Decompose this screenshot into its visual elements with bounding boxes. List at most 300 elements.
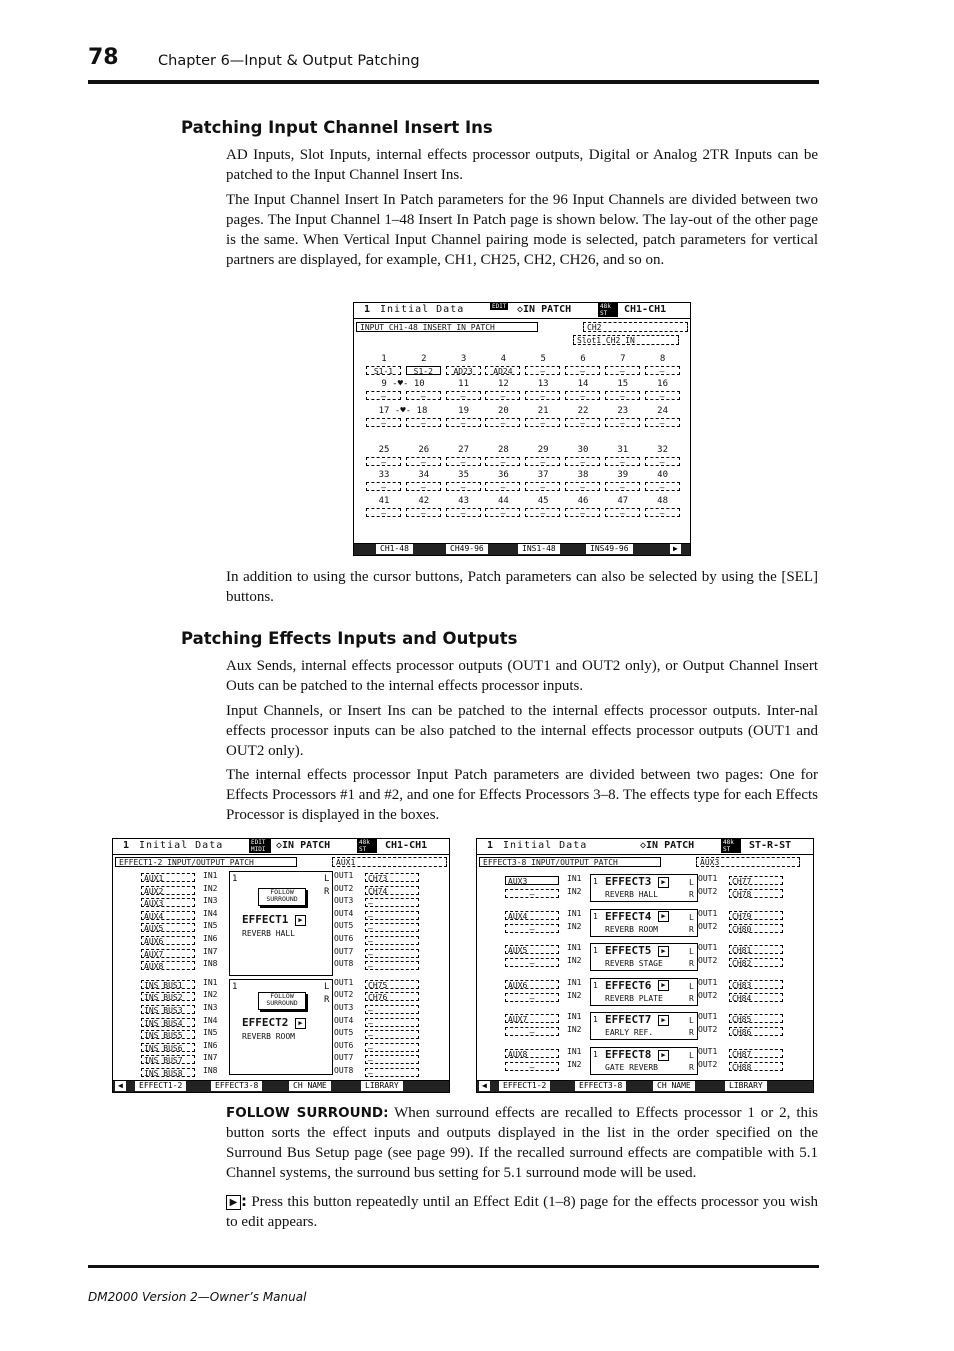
input-label: IN6 <box>203 1040 218 1050</box>
effect-type: REVERB HALL <box>242 929 295 938</box>
channel-number: 30 <box>577 445 589 455</box>
channel-number: 40 <box>657 470 669 480</box>
effect-input-source[interactable]: AUX6 <box>141 936 195 945</box>
channel-number: 16 <box>657 379 669 389</box>
patch-source-box[interactable]: – <box>565 457 600 466</box>
patch-source-box[interactable]: – <box>485 457 520 466</box>
scene-name: Initial Data <box>503 840 588 851</box>
patch-source-box[interactable]: – <box>645 366 680 375</box>
patch-source-box[interactable]: – <box>525 482 560 491</box>
input-label: IN2 <box>203 883 218 893</box>
effect-number: 1 <box>232 874 238 884</box>
follow-surround-button[interactable]: FOLLOW SURROUND <box>258 992 306 1010</box>
left-label: L <box>324 874 330 884</box>
output-label: OUT1 <box>698 977 718 987</box>
channel-number: 25 <box>378 445 390 455</box>
patch-source-box[interactable]: – <box>446 391 481 400</box>
output-label: OUT2 <box>698 921 718 931</box>
lcd-insert-in-patch <box>353 302 691 556</box>
patch-source-box[interactable]: S1-1 <box>366 366 401 375</box>
page-title-box: EFFECT1-2 INPUT/OUTPUT PATCH <box>115 857 297 867</box>
effect-input-1[interactable]: AUX8 <box>505 1049 559 1058</box>
effect-edit-icon[interactable]: ▶ <box>658 1015 669 1026</box>
effect-name <box>242 914 306 926</box>
patch-source-box[interactable]: AD23 <box>446 366 481 375</box>
scene-name: Initial Data <box>139 840 224 851</box>
effect-output-2[interactable]: CH86 <box>729 1027 783 1036</box>
patch-source-box[interactable]: S1-2 <box>406 366 441 375</box>
patch-source-box[interactable]: – <box>485 418 520 427</box>
effect-number: 1 <box>593 911 598 921</box>
effect-input-source[interactable]: AUX7 <box>141 949 195 958</box>
scene-name: Initial Data <box>380 304 465 315</box>
patch-source-box[interactable]: – <box>565 418 600 427</box>
channel-indicator: CH1-CH1 <box>385 840 428 851</box>
channel-number: 23 <box>617 406 629 416</box>
effect-box[interactable] <box>590 943 698 971</box>
tab-library[interactable]: LIBRARY <box>725 1081 767 1091</box>
effect-output-destination[interactable]: – <box>365 1055 419 1064</box>
channel-number: 45 <box>537 496 549 506</box>
input-label: IN8 <box>203 959 218 969</box>
effect-output-2[interactable]: CH78 <box>729 889 783 898</box>
effect-input-source[interactable]: AUX2 <box>141 886 195 895</box>
rate-indicator: 48k ST <box>721 839 741 853</box>
effect-output-1[interactable]: CH87 <box>729 1049 783 1058</box>
channel-number: 36 <box>497 470 509 480</box>
selected-source[interactable]: Slot1 CH2 IN <box>573 335 679 345</box>
paragraph: AD Inputs, Slot Inputs, internal effects processor outputs, Digital or Analog 2TR Inputs can be patched to the Input Channel Insert Ins. <box>226 147 818 183</box>
effect-name-text: EFFECT1 <box>242 913 289 926</box>
effect-name <box>605 911 669 923</box>
tab-ch49-96[interactable]: CH49-96 <box>446 544 488 554</box>
effect-name <box>605 945 669 957</box>
output-label: OUT4 <box>334 908 354 918</box>
channel-indicator: CH1-CH1 <box>624 304 667 315</box>
output-label: OUT1 <box>698 1047 718 1056</box>
output-label: OUT2 <box>698 887 718 896</box>
output-label: OUT8 <box>334 959 354 969</box>
effect-input-2[interactable]: – <box>505 1062 559 1071</box>
effect-input-source[interactable]: INS BUS8 <box>141 1068 195 1077</box>
patch-source-box[interactable]: AD24 <box>485 366 520 375</box>
tab-prev-icon[interactable]: ◀ <box>115 1081 126 1091</box>
effect-name <box>242 1017 306 1029</box>
patch-source-box[interactable]: – <box>565 366 600 375</box>
rate-indicator: 48k ST <box>357 839 377 853</box>
effect-number: 1 <box>593 980 598 990</box>
effect-number: 1 <box>232 982 238 992</box>
input-label: IN4 <box>203 1015 218 1025</box>
channel-number: 20 <box>497 406 509 416</box>
patch-source-box[interactable]: – <box>645 508 680 517</box>
effect-box[interactable] <box>590 1012 698 1040</box>
effect-edit-icon[interactable]: ▶ <box>295 1018 306 1029</box>
effect-number: 1 <box>593 946 598 956</box>
patch-source-box[interactable]: – <box>605 457 640 466</box>
channel-number: 41 <box>378 496 390 506</box>
effect-output-destination[interactable]: CH75 <box>365 980 419 989</box>
channel-number: 47 <box>617 496 629 506</box>
tab-ch-name[interactable]: CH NAME <box>289 1081 331 1091</box>
channel-number: 4 <box>500 354 507 364</box>
channel-number: 9 -♥- 10 <box>381 379 425 389</box>
input-label: IN2 <box>567 1025 582 1035</box>
output-label: OUT1 <box>698 908 718 918</box>
patch-source-box[interactable]: – <box>605 508 640 517</box>
effect-name <box>605 1049 669 1061</box>
lcd-tab-bar <box>354 543 690 555</box>
right-label: R <box>689 1063 694 1072</box>
channel-number: 17 -♥- 18 <box>378 406 428 416</box>
channel-number: 44 <box>497 496 509 506</box>
channel-number: 22 <box>577 406 589 416</box>
channel-number: 42 <box>418 496 430 506</box>
output-label: OUT1 <box>698 943 718 953</box>
left-label: L <box>689 912 694 922</box>
patch-source-box[interactable]: – <box>645 482 680 491</box>
channel-number: 3 <box>460 354 467 364</box>
patch-source-box[interactable]: – <box>406 508 441 517</box>
tab-ch-name[interactable]: CH NAME <box>653 1081 695 1091</box>
channel-number: 38 <box>577 470 589 480</box>
input-label: IN1 <box>203 871 218 880</box>
patch-source-box[interactable]: – <box>406 391 441 400</box>
effect-output-destination[interactable]: – <box>365 936 419 945</box>
input-label: IN1 <box>567 874 582 883</box>
channel-number: 34 <box>418 470 430 480</box>
right-label: R <box>324 995 330 1005</box>
output-label: OUT2 <box>698 1025 718 1035</box>
effect-edit-icon: ▶ <box>226 1195 241 1210</box>
effect-input-2[interactable]: – <box>505 993 559 1002</box>
channel-number: 19 <box>458 406 470 416</box>
paragraph: The internal effects processor Input Patch parameters are divided between two pages: One for Effects Processors #1 and #2, and one for Effects Processors 3–8. The effects type for each Effects Processor is displayed in the boxes. <box>226 767 818 823</box>
paragraph: Aux Sends, internal effects processor outputs (OUT1 and OUT2 only), or Output Channel Insert Outs can be patched to the internal effects processor inputs. <box>226 658 818 694</box>
effect-output-destination[interactable]: – <box>365 923 419 932</box>
patch-source-box[interactable]: – <box>645 457 680 466</box>
channel-number: 28 <box>497 445 509 455</box>
right-label: R <box>689 890 694 899</box>
page-title-box: INPUT CH1-48 INSERT IN PATCH <box>356 322 538 332</box>
effect-input-source[interactable]: AUX1 <box>141 873 195 882</box>
channel-number: 15 <box>617 379 629 389</box>
effect-output-destination[interactable]: CH73 <box>365 873 419 882</box>
footer-rule <box>88 1265 819 1268</box>
effect-name-text: EFFECT3 <box>605 875 652 888</box>
edit-indicator: EDIT MIDI <box>249 839 271 853</box>
patch-source-box[interactable]: – <box>446 418 481 427</box>
effect-output-1[interactable]: CH81 <box>729 945 783 954</box>
effect-input-source[interactable]: INS BUS6 <box>141 1043 195 1052</box>
output-label: OUT8 <box>334 1066 354 1075</box>
effect-input-source[interactable]: AUX3 <box>141 898 195 907</box>
lcd-title-bar <box>477 839 813 855</box>
effect1-box[interactable] <box>229 871 333 976</box>
effect-output-2[interactable]: CH84 <box>729 993 783 1002</box>
patch-source-box[interactable]: – <box>446 508 481 517</box>
paragraph: The Input Channel Insert In Patch parameters for the 96 Input Channels are divided between two pages. The Input Channel 1–48 Insert In Patch page is shown below. The lay-out of the other page is the same. When Vertical Input Channel pairing mode is selected, patch parameters for vertical partners are displayed, for example, CH1, CH25, CH2, CH26, and so on. <box>226 192 818 268</box>
channel-number: 37 <box>537 470 549 480</box>
output-label: OUT1 <box>698 874 718 883</box>
effect-input-2[interactable]: – <box>505 1027 559 1036</box>
output-label: OUT2 <box>334 883 354 893</box>
effect-box[interactable] <box>590 1047 698 1075</box>
effect-edit-icon[interactable]: ▶ <box>658 877 669 888</box>
patch-source-box[interactable]: – <box>485 508 520 517</box>
effect-type: REVERB ROOM <box>605 924 658 934</box>
patch-source-box[interactable]: – <box>446 457 481 466</box>
effect-input-1[interactable]: AUX5 <box>505 945 559 954</box>
paragraph: Input Channels, or Insert Ins can be patched to the internal effects processor outputs. Inter-nal effects processor inputs can be also patched to the internal effects processor outputs (OUT1 and OUT2 only). <box>226 703 818 759</box>
right-label: R <box>689 1028 694 1038</box>
output-label: OUT1 <box>698 1012 718 1022</box>
left-label: L <box>689 878 694 887</box>
effect-type: REVERB STAGE <box>605 959 663 969</box>
left-label: L <box>324 982 330 992</box>
output-label: OUT1 <box>334 977 354 987</box>
effect-input-source[interactable]: INS BUS1 <box>141 980 195 989</box>
patch-source-box[interactable]: – <box>366 391 401 400</box>
patch-source-box[interactable]: – <box>605 418 640 427</box>
selected-source: AUX3 <box>696 857 800 867</box>
input-label: IN8 <box>203 1066 218 1075</box>
effect-edit-icon[interactable]: ▶ <box>295 915 306 926</box>
effect-output-1[interactable]: CH79 <box>729 911 783 920</box>
tab-ins49-96[interactable]: INS49-96 <box>586 544 633 554</box>
input-label: IN3 <box>203 896 218 906</box>
channel-number: 39 <box>617 470 629 480</box>
tab-effect3-8[interactable]: EFFECT3-8 <box>575 1081 626 1091</box>
patch-source-box[interactable]: – <box>565 482 600 491</box>
effect-number: 1 <box>593 1015 598 1025</box>
term: FOLLOW SURROUND: <box>226 1105 389 1121</box>
tab-prev-icon[interactable]: ◀ <box>479 1081 490 1091</box>
channel-indicator: ST-R-ST <box>749 840 792 851</box>
lcd-tab-bar <box>477 1080 813 1092</box>
effect-input-1[interactable]: AUX4 <box>505 911 559 920</box>
patch-source-box[interactable]: – <box>366 418 401 427</box>
channel-number: 6 <box>580 354 586 364</box>
channel-number: 11 <box>458 379 470 389</box>
effect-output-destination[interactable]: – <box>365 1018 419 1027</box>
patch-source-box[interactable]: – <box>525 508 560 517</box>
channel-number: 24 <box>657 406 669 416</box>
input-label: IN5 <box>203 1028 218 1038</box>
input-label: IN4 <box>203 908 218 918</box>
patch-source-box[interactable]: – <box>605 391 640 400</box>
effect-output-destination[interactable]: – <box>365 961 419 970</box>
effect-input-source[interactable]: AUX4 <box>141 911 195 920</box>
effect-output-destination[interactable]: CH74 <box>365 886 419 895</box>
paragraph: In addition to using the cursor buttons, Patch parameters can also be selected by using the [SEL] buttons. <box>226 569 818 605</box>
output-label: OUT5 <box>334 1028 354 1038</box>
tab-effect1-2[interactable]: EFFECT1-2 <box>499 1081 550 1091</box>
channel-number: 21 <box>537 406 549 416</box>
channel-number: 35 <box>458 470 470 480</box>
follow-surround-button[interactable]: FOLLOW SURROUND <box>258 888 306 906</box>
input-label: IN2 <box>203 990 218 1000</box>
term: : <box>241 1192 247 1210</box>
effect-output-destination[interactable]: – <box>365 1030 419 1039</box>
effect-input-2[interactable]: – <box>505 924 559 933</box>
patch-source-box[interactable]: – <box>406 457 441 466</box>
effect-input-source[interactable]: AUX5 <box>141 923 195 932</box>
footer-text: DM2000 Version 2—Owner’s Manual <box>88 1290 307 1304</box>
effect-output-2[interactable]: CH80 <box>729 924 783 933</box>
patch-source-box[interactable]: – <box>366 457 401 466</box>
effect-name <box>605 1014 669 1026</box>
effect-name-text: EFFECT2 <box>242 1016 289 1029</box>
page-name: ◇IN PATCH <box>276 840 331 851</box>
effect-name <box>605 876 669 888</box>
tab-effect3-8[interactable]: EFFECT3-8 <box>211 1081 262 1091</box>
effect-name <box>605 980 669 992</box>
output-label: OUT6 <box>334 934 354 943</box>
lcd-tab-bar <box>113 1080 449 1092</box>
output-label: OUT5 <box>334 921 354 931</box>
patch-source-box[interactable]: – <box>406 418 441 427</box>
patch-source-box[interactable]: – <box>485 391 520 400</box>
effect-output-destination[interactable]: – <box>365 898 419 907</box>
effect-output-1[interactable]: CH85 <box>729 1014 783 1023</box>
page-number: 78 <box>88 45 119 70</box>
patch-source-box[interactable]: – <box>525 366 560 375</box>
effect-output-destination[interactable]: CH76 <box>365 992 419 1001</box>
input-label: IN7 <box>203 946 218 956</box>
left-label: L <box>689 981 694 991</box>
lcd-effect3-8-patch <box>476 838 814 1093</box>
definition: Press this button repeatedly until an Effect Edit (1–8) page for the effects processor you wish to edit appears. <box>226 1194 818 1230</box>
effect-output-destination[interactable]: – <box>365 911 419 920</box>
input-label: IN1 <box>567 908 582 918</box>
channel-number: 48 <box>657 496 669 506</box>
patch-source-box[interactable]: – <box>525 457 560 466</box>
effect-output-1[interactable]: CH77 <box>729 876 783 885</box>
tab-ins1-48[interactable]: INS1-48 <box>518 544 560 554</box>
tab-next-icon[interactable]: ▶ <box>670 544 681 554</box>
patch-source-box[interactable]: – <box>406 482 441 491</box>
page-name: ◇IN PATCH <box>640 840 695 851</box>
right-label: R <box>689 959 694 969</box>
left-label: L <box>689 1016 694 1026</box>
input-label: IN1 <box>567 977 582 987</box>
effect-name-text: EFFECT6 <box>605 978 652 992</box>
effect-output-1[interactable]: CH83 <box>729 980 783 989</box>
lcd-effect1-2-patch <box>112 838 450 1093</box>
effect-input-2[interactable]: – <box>505 889 559 898</box>
tab-library[interactable]: LIBRARY <box>361 1081 403 1091</box>
patch-source-box[interactable]: – <box>446 482 481 491</box>
effect-type: REVERB ROOM <box>242 1032 295 1041</box>
effect-box[interactable] <box>590 874 698 902</box>
definition: When surround effects are recalled to Effects processor 1 or 2, this button sorts the effect inputs and outputs displayed in the list in the order specified on the Surround Bus Setup page (see page 99). If the recalled surround effects are compatible with 5.1 Channel systems, the surround bus setting for 5.1 surround mode will be used. <box>226 1105 818 1181</box>
effect-input-source[interactable]: AUX8 <box>141 961 195 970</box>
channel-number: 26 <box>418 445 430 455</box>
input-label: IN2 <box>567 887 582 896</box>
channel-number: 8 <box>659 354 666 364</box>
effect-edit-icon[interactable]: ▶ <box>658 1050 669 1061</box>
tab-effect1-2[interactable]: EFFECT1-2 <box>135 1081 186 1091</box>
patch-source-box[interactable]: – <box>525 418 560 427</box>
effect-input-2[interactable]: – <box>505 958 559 967</box>
right-label: R <box>689 924 694 934</box>
patch-source-box[interactable]: – <box>605 482 640 491</box>
input-label: IN2 <box>567 990 582 1000</box>
section-heading-effects: Patching Effects Inputs and Outputs <box>181 629 518 648</box>
input-label: IN1 <box>203 977 218 987</box>
selected-source: AUX1 <box>332 857 447 867</box>
effect-name-text: EFFECT4 <box>605 909 652 923</box>
effect-name-text: EFFECT5 <box>605 944 652 958</box>
patch-source-box[interactable]: – <box>525 391 560 400</box>
section-heading-insert-ins: Patching Input Channel Insert Ins <box>181 118 493 137</box>
channel-number: 2 <box>421 354 427 364</box>
effect-edit-icon[interactable]: ▶ <box>658 911 669 922</box>
effect-box[interactable] <box>590 909 698 937</box>
scene-number: 1 <box>487 840 494 851</box>
channel-number: 5 <box>540 354 546 364</box>
effect-input-1[interactable]: AUX3 <box>505 876 559 885</box>
effect-box[interactable] <box>590 978 698 1006</box>
effect-output-2[interactable]: CH82 <box>729 958 783 967</box>
effect-input-1[interactable]: AUX7 <box>505 1014 559 1023</box>
patch-source-box[interactable]: – <box>645 418 680 427</box>
effect-edit-icon[interactable]: ▶ <box>658 980 669 991</box>
effect-input-source[interactable]: INS BUS2 <box>141 992 195 1001</box>
tab-ch1-48[interactable]: CH1-48 <box>376 544 413 554</box>
effect-input-source[interactable]: INS BUS7 <box>141 1055 195 1064</box>
channel-number: 43 <box>458 496 470 506</box>
lcd-title-bar <box>113 839 449 855</box>
effect-output-destination[interactable]: – <box>365 1068 419 1077</box>
effect-output-2[interactable]: CH88 <box>729 1062 783 1071</box>
patch-source-box[interactable]: – <box>645 391 680 400</box>
channel-number: 46 <box>577 496 589 506</box>
rate-indicator: 48k ST <box>598 303 618 317</box>
patch-source-box[interactable]: – <box>605 366 640 375</box>
channel-number: 12 <box>497 379 509 389</box>
effect-input-source[interactable]: INS BUS3 <box>141 1005 195 1014</box>
effect-input-source[interactable]: INS BUS4 <box>141 1018 195 1027</box>
channel-number: 7 <box>620 354 626 364</box>
effect-output-destination[interactable]: – <box>365 1043 419 1052</box>
output-label: OUT2 <box>334 990 354 1000</box>
channel-number: 33 <box>378 470 390 480</box>
patch-source-box[interactable]: – <box>565 391 600 400</box>
lcd-title-bar <box>354 303 690 319</box>
input-label: IN2 <box>567 1060 582 1069</box>
output-label: OUT1 <box>334 871 354 880</box>
chapter-title: Chapter 6—Input & Output Patching <box>158 53 420 69</box>
patch-source-box[interactable]: – <box>366 508 401 517</box>
input-label: IN5 <box>203 921 218 931</box>
effect-output-destination[interactable]: – <box>365 949 419 958</box>
effect-input-1[interactable]: AUX6 <box>505 980 559 989</box>
channel-number: 29 <box>537 445 549 455</box>
patch-source-box[interactable]: – <box>366 482 401 491</box>
patch-source-box[interactable]: – <box>565 508 600 517</box>
effect-edit-icon[interactable]: ▶ <box>658 946 669 957</box>
effect-output-destination[interactable]: – <box>365 1005 419 1014</box>
effect-input-source[interactable]: INS BUS5 <box>141 1030 195 1039</box>
output-label: OUT7 <box>334 1053 354 1063</box>
output-label: OUT2 <box>698 956 718 966</box>
paragraph-follow-surround <box>226 1103 818 1183</box>
effect2-box[interactable] <box>229 979 333 1075</box>
output-label: OUT2 <box>698 990 718 1000</box>
patch-source-box[interactable]: – <box>485 482 520 491</box>
